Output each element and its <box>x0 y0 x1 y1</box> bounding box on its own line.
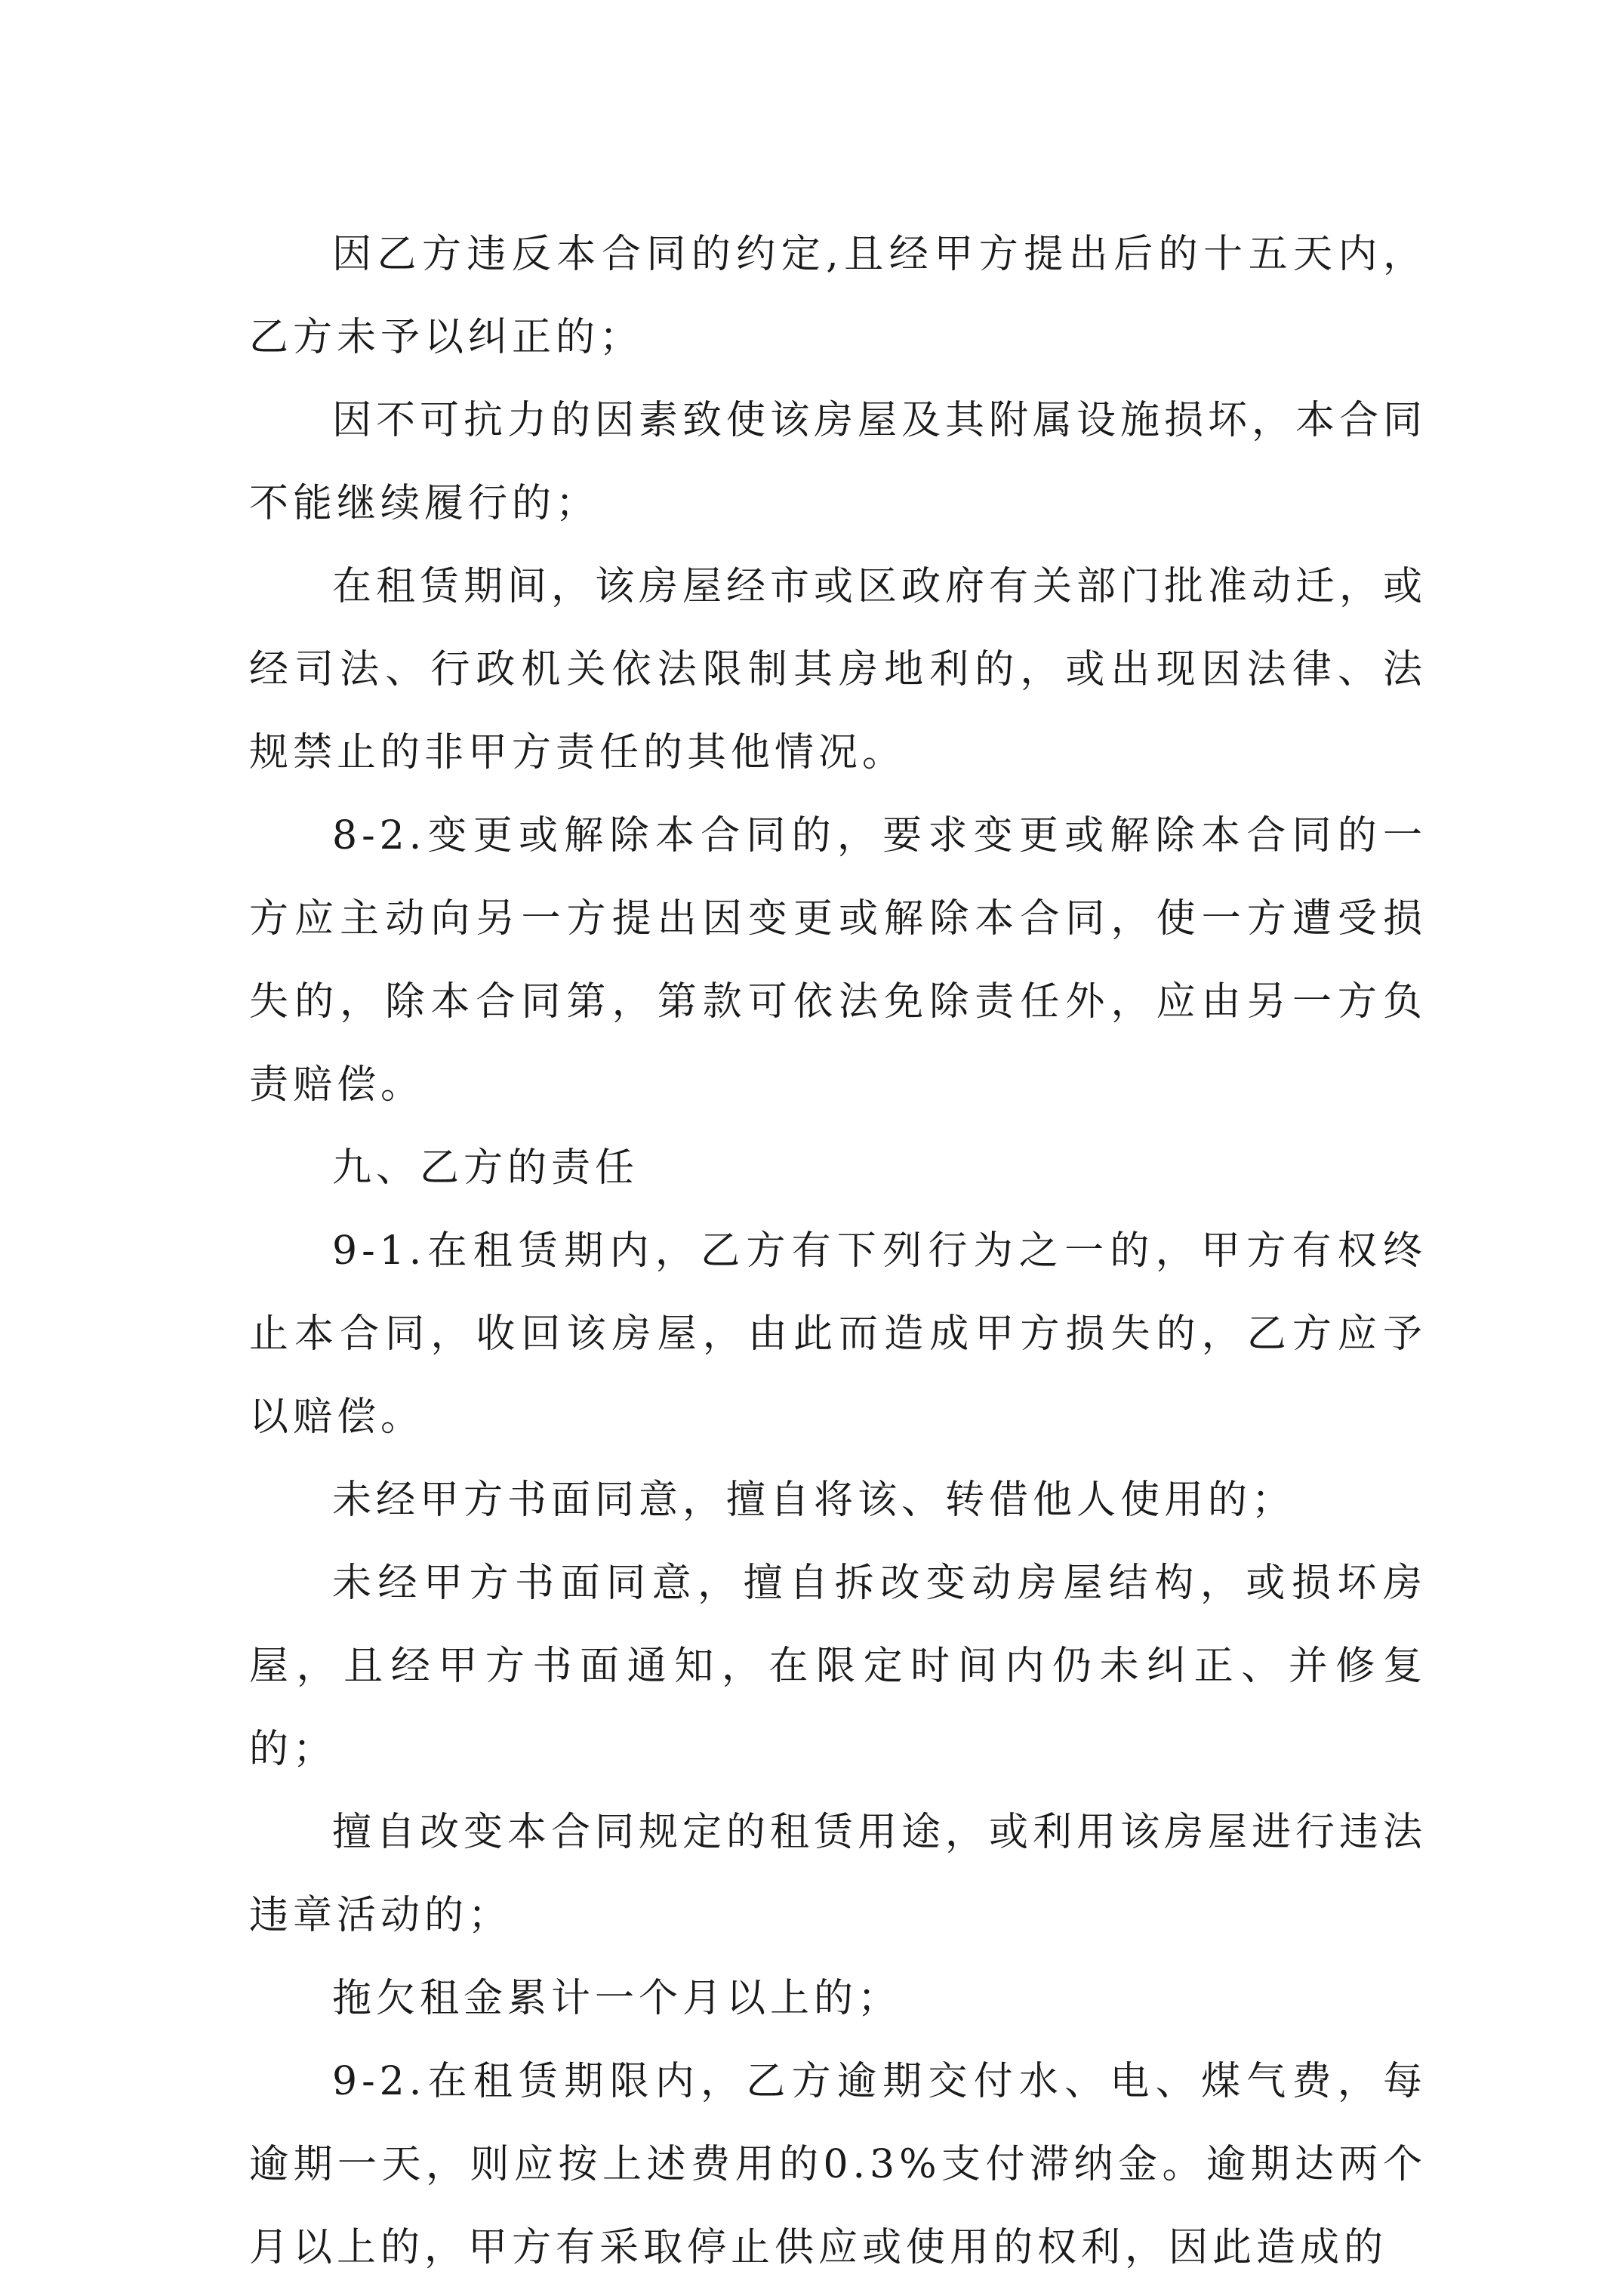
paragraph-clause-8-2: 8-2.变更或解除本合同的，要求变更或解除本合同的一方应主动向另一方提出因变更或解除本合同，使一方遭受损失的，除本合同第，第款可依法免除责任外，应由另一方负责赔偿。 <box>249 813 1427 1108</box>
paragraph-clause-9-2: 9-2.在租赁期限内，乙方逾期交付水、电、煤气费，每逾期一天，则应按上述费用的0.3%支付滞纳金。逾期达两个月以上的，甲方有采取停止供应或使用的权利，因此造成的 <box>249 2059 1427 2270</box>
paragraph-breach-uncorrected: 因乙方违反本合同的约定,且经甲方提出后的十五天内，乙方未予以纠正的； <box>249 232 1427 360</box>
paragraph-structural-alteration: 未经甲方书面同意，擅自拆改变动房屋结构，或损坏房屋，且经甲方书面通知，在限定时间内仍未纠正、并修复的； <box>249 1561 1427 1772</box>
section-heading-party-b-liability: 九、乙方的责任 <box>332 1145 639 1191</box>
paragraph-demolition-restriction: 在租赁期间，该房屋经市或区政府有关部门批准动迁，或经司法、行政机关依法限制其房地利的，或出现因法律、法规禁止的非甲方责任的其他情况。 <box>249 564 1427 775</box>
paragraph-rent-arrears: 拖欠租金累计一个月以上的； <box>332 1976 902 2021</box>
paragraph-force-majeure: 因不可抗力的因素致使该房屋及其附属设施损坏，本合同不能继续履行的； <box>249 398 1427 526</box>
paragraph-change-of-use: 擅自改变本合同规定的租赁用途，或利用该房屋进行违法违章活动的； <box>249 1810 1427 1938</box>
paragraph-sublet-without-consent: 未经甲方书面同意，擅自将该、转借他人使用的； <box>332 1478 1296 1523</box>
document-body <box>249 213 1427 2289</box>
paragraph-clause-9-1: 9-1.在租赁期内，乙方有下列行为之一的，甲方有权终止本合同，收回该房屋，由此而造成甲方损失的，乙方应予以赔偿。 <box>249 1228 1427 1440</box>
